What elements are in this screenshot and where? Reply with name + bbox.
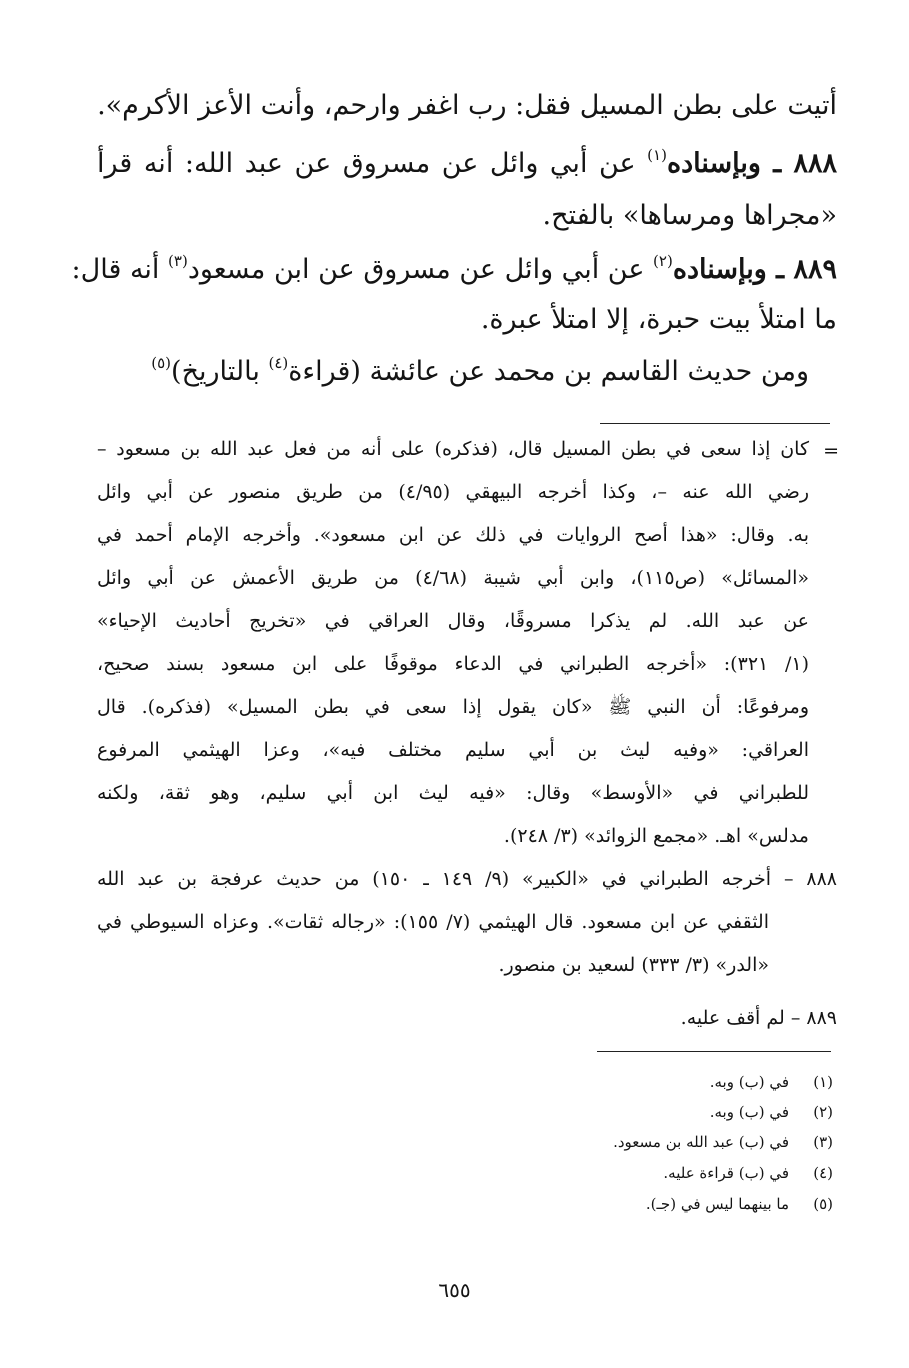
footnote-5-text: ما بينهما ليس في (جـ).	[645, 1195, 789, 1213]
footnote-ref-1: (١)	[647, 146, 667, 164]
main-line-3: «مجراها ومرساها» بالفتح.	[542, 200, 837, 231]
note-888-line-3: «الدر» (٣/ ٣٣٣) لسعيد بن منصور.	[498, 954, 769, 976]
footnote-5	[333, 1193, 833, 1215]
note-cont-line-7: ومرفوعًا: أن النبي ﷺ «كان يقول إذا سعى في بطن المسيل» (فذكره). قال	[97, 696, 809, 718]
footnote-4-text: في (ب) قراءة عليه.	[663, 1164, 789, 1182]
note-cont-line-9: للطبراني في «الأوسط» وقال: «فيه ليث ابن أبي سليم، وهو ثقة، ولكنه	[97, 782, 809, 804]
note-cont-line-8: العراقي: «وفيه ليث بن أبي سليم مختلف فيه»، وعزا الهيثمي المرفوع	[97, 739, 809, 761]
main-line-6	[69, 352, 809, 395]
footnotes-separator	[597, 1051, 831, 1052]
footnote-3-text: في (ب) عبد الله بن مسعود.	[613, 1133, 789, 1151]
footnote-2-text: في (ب) وبه.	[709, 1103, 789, 1121]
footnote-1-number: (١)	[813, 1073, 833, 1091]
footnote-1-text: في (ب) وبه.	[709, 1073, 789, 1091]
note-cont-line-4: «المسائل» (ص١١٥)، وابن أبي شيبة (٤/٦٨) من طريق الأعمش عن أبي وائل	[97, 567, 809, 589]
note-cont-line-6: (١/ ٣٢١): «أخرجه الطبراني في الدعاء موقوفًا على ابن مسعود بسند صحيح،	[97, 653, 809, 675]
footnote-ref-2: (٢)	[653, 252, 673, 270]
footnote-2-number: (٢)	[813, 1103, 833, 1121]
footnote-3-number: (٣)	[813, 1133, 833, 1151]
hadith-889-text-a: عن أبي وائل عن مسروق عن ابن مسعود	[187, 254, 654, 285]
notes-separator	[600, 423, 830, 424]
note-889: ٨٨٩ – لم أقف عليه.	[680, 1007, 837, 1029]
continuation-marker: =	[823, 440, 839, 462]
note-888-line-1: ٨٨٨ – أخرجه الطبراني في «الكبير» (٩/ ١٤٩ ـ ١٥٠) من حديث عرفجة بن عبد الله	[97, 868, 837, 890]
main-line-6-text-a: ومن حديث القاسم بن محمد عن عائشة (قراءة	[288, 356, 809, 387]
note-cont-line-1: كان إذا سعى في بطن المسيل قال، (فذكره) على أنه من فعل عبد الله بن مسعود –	[97, 438, 809, 460]
note-cont-line-10: مدلس» اهـ. «مجمع الزوائد» (٣/ ٢٤٨).	[503, 825, 809, 847]
footnote-5-number: (٥)	[813, 1195, 833, 1213]
main-line-5: ما امتلأ بيت حبرة، إلا امتلأ عبرة.	[480, 304, 837, 335]
main-line-6-text-b: بالتاريخ)	[171, 356, 269, 387]
footnote-ref-3: (٣)	[168, 252, 188, 270]
footnote-4-number: (٤)	[813, 1164, 833, 1182]
hadith-889-number: ٨٨٩ ـ وبإسناده	[672, 254, 837, 285]
footnote-ref-5: (٥)	[151, 354, 172, 372]
page-number: ٦٥٥	[438, 1278, 471, 1302]
note-cont-line-2: رضي الله عنه –، وكذا أخرجه البيهقي (٤/٩٥) من طريق منصور عن أبي وائل	[97, 481, 809, 503]
note-888-line-2: الثقفي عن ابن مسعود. قال الهيثمي (٧/ ١٥٥): «رجاله ثقات». وعزاه السيوطي في	[97, 911, 770, 933]
hadith-888-number: ٨٨٨ ـ وبإسناده	[666, 148, 837, 179]
main-line-1: أتيت على بطن المسيل فقل: رب اغفر وارحم، وأنت الأعز الأكرم».	[97, 90, 837, 121]
hadith-888-heading	[97, 144, 837, 187]
footnote-ref-4: (٤)	[268, 354, 289, 372]
footnote-2	[333, 1101, 833, 1123]
hadith-889-heading	[71, 250, 837, 293]
footnote-4	[333, 1162, 833, 1184]
footnote-3	[333, 1131, 833, 1153]
note-cont-line-3: به. وقال: «هذا أصح الروايات في ذلك عن ابن مسعود». وأخرجه الإمام أحمد في	[97, 524, 809, 546]
note-cont-line-5: عن عبد الله. لم يذكرا مسروقًا، وقال العراقي في «تخريج أحاديث الإحياء»	[97, 610, 809, 632]
footnote-1	[333, 1071, 833, 1093]
hadith-889-text-b: أنه قال:	[71, 254, 169, 285]
hadith-888-text: عن أبي وائل عن مسروق عن عبد الله: أنه قرأ	[97, 148, 648, 179]
